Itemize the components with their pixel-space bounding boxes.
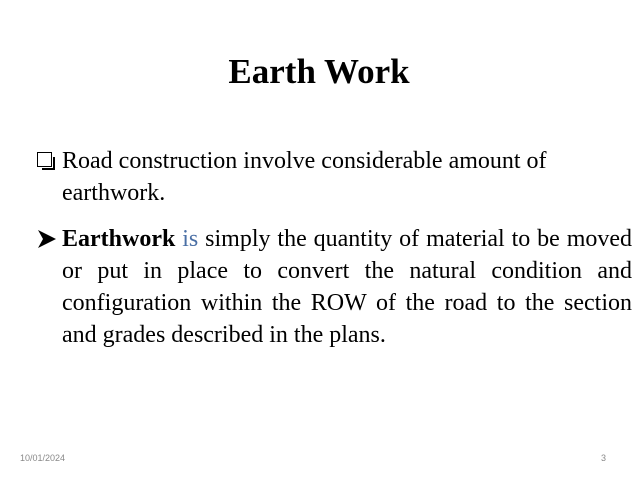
footer-date: 10/01/2024 (20, 453, 66, 463)
bullet-text (62, 223, 632, 351)
keyword-earthwork: Earthwork (62, 226, 176, 252)
bullet-text: Road construction involve considerable amount of earthwork. (62, 148, 547, 206)
connector-word: is (182, 226, 199, 252)
slide-title: Earth Work (228, 52, 410, 91)
checkbox-bullet-icon (36, 145, 62, 177)
arrow-bullet-icon (36, 223, 62, 255)
bullet-item-earthwork (36, 223, 632, 351)
bullet-item-road-construction (36, 145, 616, 209)
bullet-definition: simply the quantity of material to be moved or put in place to convert the natural condition and configuration within the ROW of the road to the section and grades described in the plans. (62, 226, 633, 348)
page-number: 3 (600, 453, 606, 463)
